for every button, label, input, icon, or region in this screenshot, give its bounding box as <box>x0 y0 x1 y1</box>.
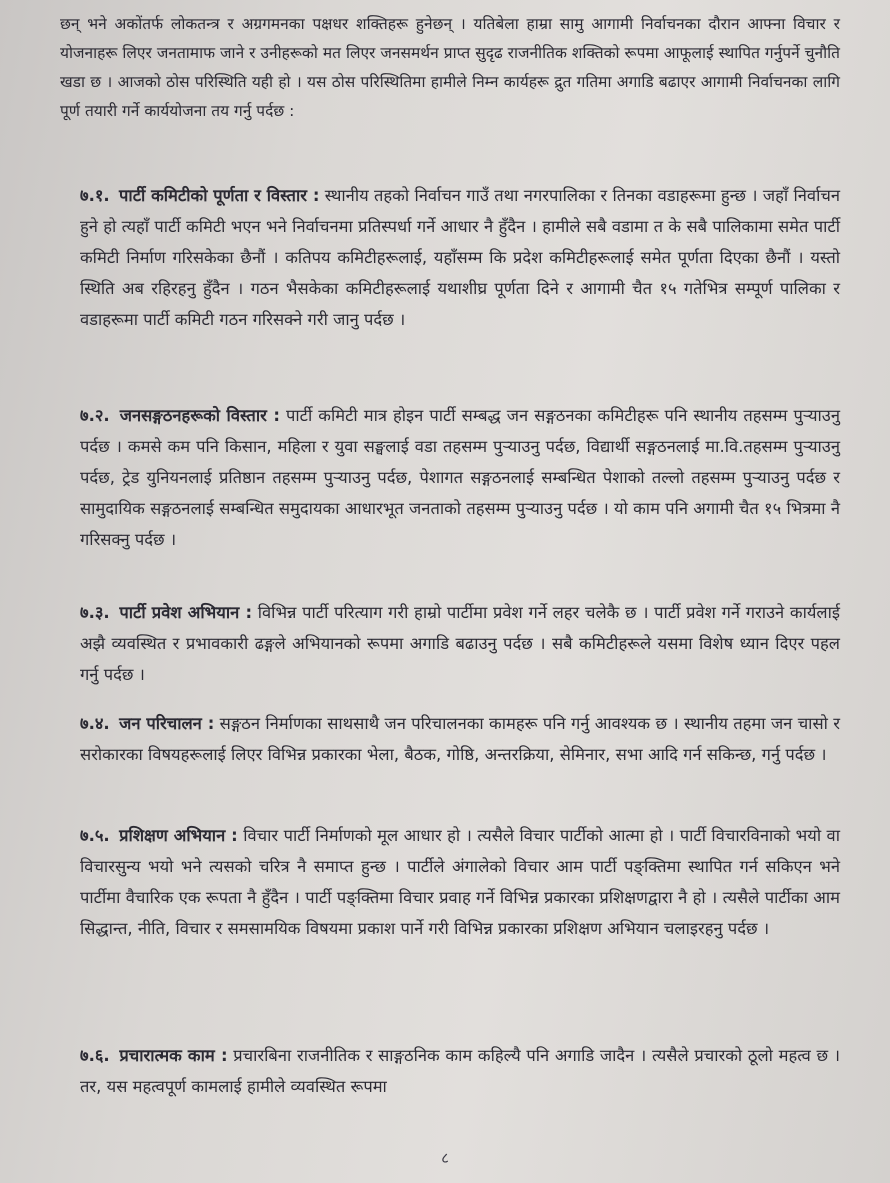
section-body: सङ्गठन निर्माणका साथसाथै जन परिचालनका कामहरू पनि गर्नु आवश्यक छ । स्थानीय तहमा जन चासो र सरोकारका विषयहरूलाई लिएर विभिन्न प्रकारका भेला, बैठक, गोष्ठि, अन्तरक्रिया, सेमिनार, सभा आदि गर्न सकिन्छ, गर्नु पर्दछ । <box>80 714 840 764</box>
section-heading: जन परिचालन : <box>119 714 215 733</box>
section-number: ७.४. <box>80 714 110 733</box>
section-body: प्रचारबिना राजनीतिक र साङ्गठनिक काम कहिल्यै पनि अगाडि जादैन । त्यसैले प्रचारको ठूलो महत्व छ । तर, यस महत्वपूर्ण कामलाई हामीले व्यवस्थित रूपमा <box>80 1046 840 1096</box>
section-number: ७.२. <box>80 406 110 425</box>
section-body: विभिन्न पार्टी परित्याग गरी हाम्रो पार्टीमा प्रवेश गर्ने लहर चलेकै छ । पार्टी प्रवेश गर्ने गराउने कार्यलाई अझै व्यवस्थित र प्रभावकारी ढङ्गले अभियानको रूपमा अगाडि बढाउनु पर्दछ । सबै कमिटीहरूले यसमा विशेष ध्यान दिएर पहल गर्नु पर्दछ । <box>80 603 840 684</box>
section-7-5 <box>80 820 840 944</box>
section-heading: प्रचारात्मक काम : <box>119 1046 228 1065</box>
section-number: ७.३. <box>80 603 110 622</box>
section-heading: प्रशिक्षण अभियान : <box>119 826 238 845</box>
section-body: पार्टी कमिटी मात्र होइन पार्टी सम्बद्ध जन सङ्गठनका कमिटीहरू पनि स्थानीय तहसम्म पुऱ्याउनु पर्दछ । कमसे कम पनि किसान, महिला र युवा सङ्घलाई वडा तहसम्म पुऱ्याउनु पर्दछ, विद्यार्थी सङ्गठनलाई मा.वि.तहसम्म पुऱ्याउनु पर्दछ, ट्रेड युनियनलाई प्रतिष्ठान तहसम्म पुऱ्याउनु पर्दछ, पेशागत सङ्गठनलाई सम्बन्धित पेशाको तल्लो तहसम्म पुऱ्याउनु पर्दछ र सामुदायिक सङ्गठनलाई सम्बन्धित समुदायका आधारभूत जनताको तहसम्म पुऱ्याउनु पर्दछ । यो काम पनि अगामी चैत १५ भित्रमा नै गरिसक्नु पर्दछ । <box>80 406 841 549</box>
intro-paragraph: छन् भने अकोंतर्फ लोकतन्त्र र अग्रगमनका पक्षधर शक्तिहरू हुनेछन् । यतिबेला हाम्रा सामु आगामी निर्वाचनका दौरान आफ्ना विचार र योजनाहरू लिएर जनतामाफ जाने र उनीहरूको मत लिएर जनसमर्थन प्राप्त सुदृढ राजनीतिक शक्तिको रूपमा आफूलाई स्थापित गर्नुपर्ने चुनौति खडा छ । आजको ठोस परिस्थिति यही हो । यस ठोस परिस्थितिमा हामीले निम्न कार्यहरू द्रुत गतिमा अगाडि बढाएर आगामी निर्वाचनका लागि पूर्ण तयारी गर्ने कार्ययोजना तय गर्नु पर्दछ : <box>60 15 840 120</box>
section-body: स्थानीय तहको निर्वाचन गाउँ तथा नगरपालिका र तिनका वडाहरूमा हुन्छ । जहाँ निर्वाचन हुने हो त्यहाँ पार्टी कमिटी भएन भने निर्वाचनमा प्रतिस्पर्धा गर्ने आधार नै हुँदैन । हामीले सबै वडामा त के सबै पालिकामा समेत पार्टी कमिटी निर्माण गरिसकेका छैनौं । कतिपय कमिटीहरूलाई, यहाँसम्म कि प्रदेश कमिटीहरूलाई समेत पूर्णता दिएका छैनौं । यस्तो स्थिति अब रहिरहनु हुँदैन । गठन भैसकेका कमिटीहरूलाई यथाशीघ्र पूर्णता दिने र आगामी चैत १५ गतेभित्र सम्पूर्ण पालिका र वडाहरूमा पार्टी कमिटी गठन गरिसक्ने गरी जानु पर्दछ । <box>80 186 840 329</box>
section-7-4 <box>80 708 840 770</box>
section-heading: जनसङ्गठनहरूको विस्तार : <box>119 406 280 425</box>
section-heading: पार्टी कमिटीको पूर्णता र विस्तार : <box>119 186 320 205</box>
section-7-1 <box>80 180 840 335</box>
section-number: ७.५. <box>80 826 110 845</box>
section-7-3 <box>80 597 840 690</box>
section-7-2 <box>80 400 840 555</box>
section-heading: पार्टी प्रवेश अभियान : <box>119 603 253 622</box>
page-number: ८ <box>441 1149 449 1167</box>
section-number: ७.६. <box>80 1046 110 1065</box>
section-7-6 <box>80 1040 840 1102</box>
section-number: ७.१. <box>80 186 110 205</box>
section-body: विचार पार्टी निर्माणको मूल आधार हो । त्यसैले विचार पार्टीको आत्मा हो । पार्टी विचारविनाको भयो वा विचारसुन्य भयो भने त्यसको चरित्र नै समाप्त हुन्छ । पार्टीले अंगालेको विचार आम पार्टी पङ्क्तिमा स्थापित गर्न सकिएन भने पार्टीमा वैचारिक एक रूपता नै हुँदैन । पार्टी पङ्क्तिमा विचार प्रवाह गर्ने विभिन्न प्रकारका प्रशिक्षणद्वारा नै हो । त्यसैले पार्टीका आम सिद्धान्त, नीति, विचार र समसामयिक विषयमा प्रकाश पार्ने गरी विभिन्न प्रकारका प्रशिक्षण अभियान चलाइरहनु पर्दछ । <box>80 826 840 938</box>
